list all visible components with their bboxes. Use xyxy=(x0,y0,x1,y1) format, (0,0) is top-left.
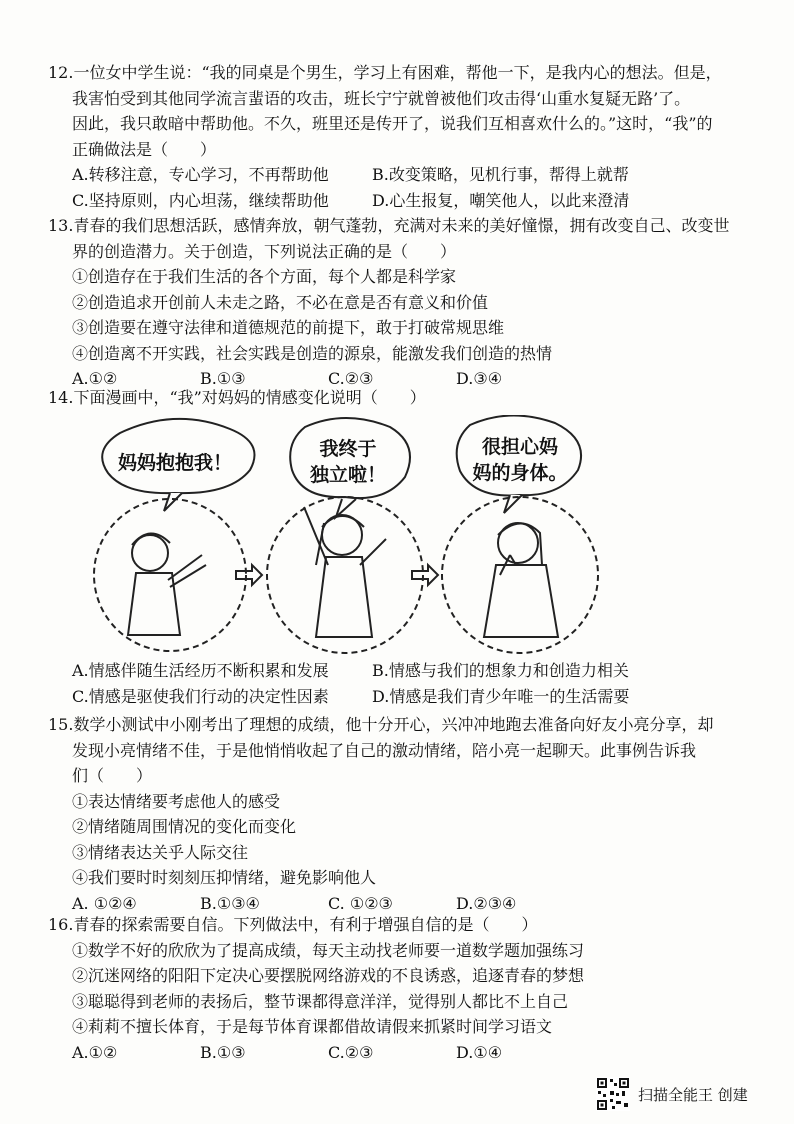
q16-option-c: C.②③ xyxy=(328,1042,374,1062)
girl-reaching-figure xyxy=(128,533,206,635)
girl-cheering-figure xyxy=(304,507,386,637)
q12-option-c: C.坚持原则，内心坦荡，继续帮助他 xyxy=(72,190,329,210)
q16-option-d: D.①④ xyxy=(456,1042,503,1062)
q12-stem-line: 12.一位女中学生说：“我的同桌是个男生，学习上有困难，帮他一下，是我内心的想法。但是， xyxy=(48,63,722,82)
q15-item: ③情绪表达关乎人际交往 xyxy=(72,842,249,862)
bubble-3-text-line2: 妈的身体。 xyxy=(472,462,568,484)
panel-circle-2 xyxy=(267,497,423,653)
q12-options-row xyxy=(48,162,748,188)
comic-illustration xyxy=(80,415,620,655)
q15-stem-line: 们（ ） xyxy=(72,766,153,785)
question-15 xyxy=(48,712,748,916)
q15-item: ②情绪随周围情况的变化而变化 xyxy=(72,817,297,836)
q15-stem-line: 发现小亮情绪不佳，于是他悄悄收起了自己的激动情绪，陪小亮一起聊天。此事例告诉我 xyxy=(72,740,697,760)
q16-stem-line: 16.青春的探索需要自信。下列做法中，有利于增强自信的是（ ） xyxy=(48,915,538,934)
question-12 xyxy=(48,60,748,213)
q15-stem-line: 15.数学小测试中小刚考出了理想的成绩，他十分开心，兴冲冲地跑去准备向好友小亮分享，却 xyxy=(48,715,714,734)
q14-options-row xyxy=(48,684,748,710)
q13-option-c: C.②③ xyxy=(328,369,374,388)
q13-stem-line: 13.青春的我们思想活跃，感情奔放，朝气蓬勃，充满对未来的美好憧憬，拥有改变自己、改变世 xyxy=(48,216,730,235)
arrow-right-icon xyxy=(412,565,438,585)
q14-option-b: B.情感与我们的想象力和创造力相关 xyxy=(372,661,629,680)
bubble-1-text: 妈妈抱抱我！ xyxy=(117,452,233,474)
q16-item: ①数学不好的欣欣为了提高成绩，每天主动找老师要一道数学题加强练习 xyxy=(72,940,585,960)
q15-option-c: C. ①②③ xyxy=(328,893,393,913)
q13-option-a: A.①② xyxy=(72,369,118,388)
q13-item: ②创造追求开创前人未走之路，不必在意是否有意义和价值 xyxy=(72,292,489,312)
q14-option-c: C.情感是驱使我们行动的决定性因素 xyxy=(72,686,329,706)
q12-option-a: A.转移注意，专心学习，不再帮助他 xyxy=(72,165,329,184)
q13-option-d: D.③④ xyxy=(456,369,503,388)
q14-stem-line: 14.下面漫画中，“我”对妈妈的情感变化说明（ ） xyxy=(48,388,426,407)
q15-option-a: A. ①②④ xyxy=(72,893,137,913)
panel-circle-1 xyxy=(94,499,246,651)
q16-item: ④莉莉不擅长体育，于是每节体育课都借故请假来抓紧时间学习语文 xyxy=(72,1017,553,1036)
q12-stem-line: 因此，我只敢暗中帮助他。不久，班里还是传开了，说我们互相喜欢什么的。”这时，“我”的 xyxy=(72,114,713,133)
q16-option-a: A.①② xyxy=(72,1042,118,1062)
question-14-options xyxy=(48,658,748,709)
q13-option-b: B.①③ xyxy=(200,369,246,388)
q16-item: ②沉迷网络的阳阳下定决心要摆脱网络游戏的不良诱惑，追逐青春的梦想 xyxy=(72,966,585,985)
q12-options-row xyxy=(48,188,748,214)
q15-item: ④我们要时时刻刻压抑情绪，避免影响他人 xyxy=(72,868,377,887)
panel-circle-3 xyxy=(442,497,598,653)
q13-item: ④创造离不开实践，社会实践是创造的源泉，能激发我们创造的热情 xyxy=(72,343,553,363)
bubble-3-text-line1: 很担心妈 xyxy=(481,436,559,458)
q12-option-d: D.心生报复，嘲笑他人，以此来澄清 xyxy=(372,190,630,210)
q15-option-d: D.②③④ xyxy=(456,893,517,913)
q16-option-b: B.①③ xyxy=(200,1042,246,1062)
q14-option-a: A.情感伴随生活经历不断积累和发展 xyxy=(72,661,329,680)
q13-item: ③创造要在遵守法律和道德规范的前提下，敢于打破常规思维 xyxy=(72,318,505,337)
q16-item: ③聪聪得到老师的表扬后，整节课都得意洋洋，觉得别人都比不上自己 xyxy=(72,991,569,1011)
q12-stem-line: 正确做法是（ ） xyxy=(72,139,217,159)
q12-option-b: B.改变策略，见机行事，帮得上就帮 xyxy=(372,165,629,184)
bubble-2-text-line2: 独立啦！ xyxy=(309,464,387,486)
q14-options-row xyxy=(48,658,748,684)
q15-item: ①表达情绪要考虑他人的感受 xyxy=(72,791,281,811)
qr-code-icon xyxy=(596,1077,630,1111)
question-14 xyxy=(48,385,748,411)
arrow-right-icon xyxy=(236,565,262,585)
question-13 xyxy=(48,213,748,392)
bubble-2-text-line1: 我终于 xyxy=(319,438,377,460)
q13-item: ①创造存在于我们生活的各个方面，每个人都是科学家 xyxy=(72,267,457,286)
woman-worried-figure xyxy=(484,523,558,637)
q15-option-b: B.①③④ xyxy=(200,893,260,913)
scanner-watermark xyxy=(596,1074,776,1114)
watermark-text: 扫描全能王 创建 xyxy=(638,1085,748,1104)
q16-options-row xyxy=(48,1040,748,1066)
q12-stem-line: 我害怕受到其他同学流言蜚语的攻击，班长宁宁就曾被他们攻击得‘山重水复疑无路’了。 xyxy=(72,88,691,108)
q13-stem-line: 界的创造潜力。关于创造，下列说法正确的是（ ） xyxy=(72,241,457,261)
question-16 xyxy=(48,912,748,1065)
q14-option-d: D.情感是我们青少年唯一的生活需要 xyxy=(372,686,630,706)
